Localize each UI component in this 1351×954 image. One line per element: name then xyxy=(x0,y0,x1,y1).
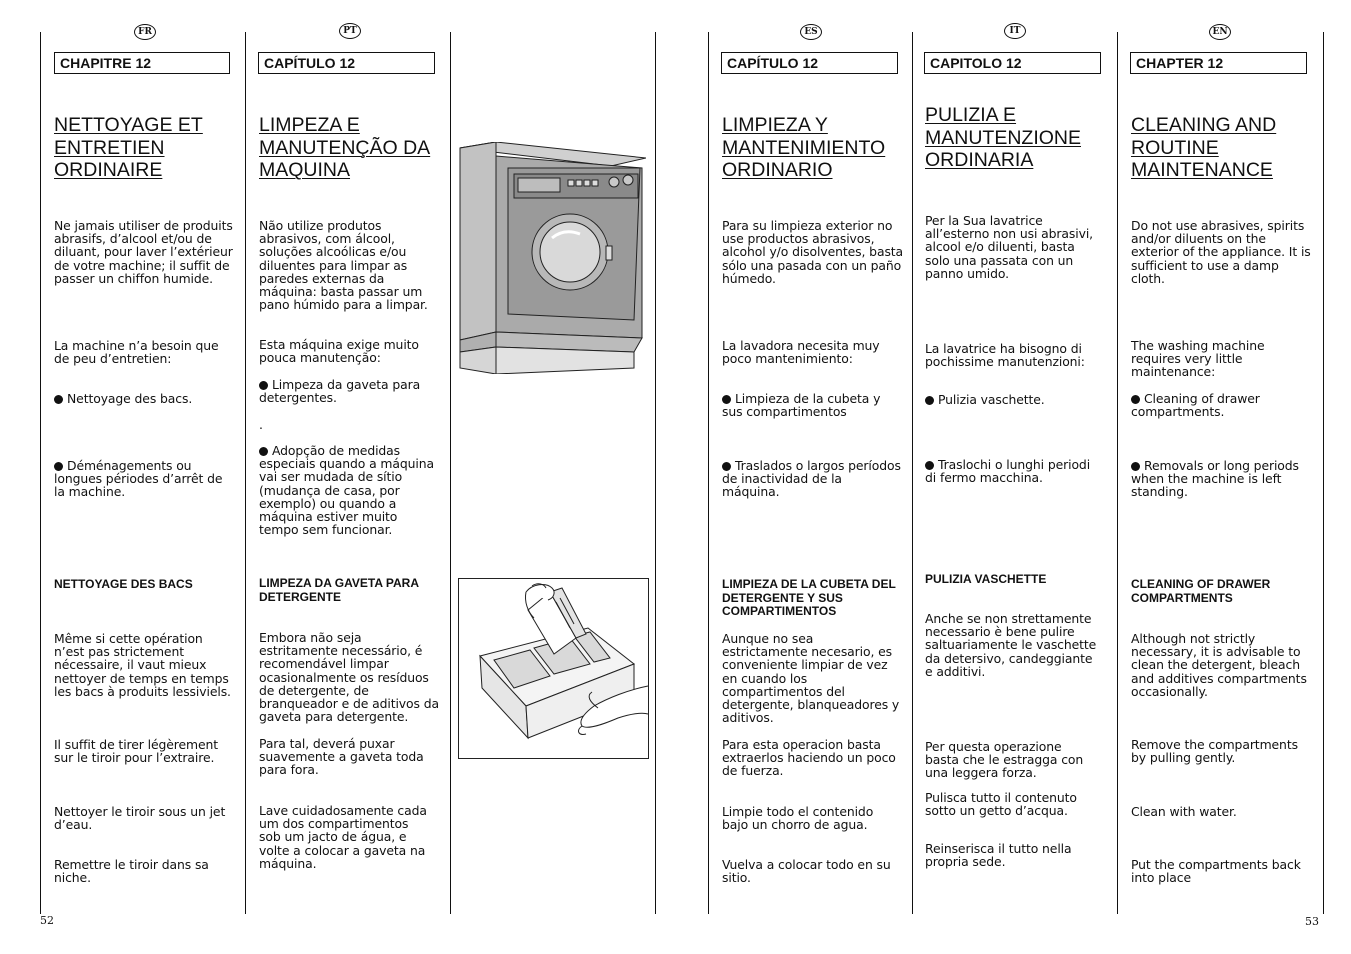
paragraph-drawer-cleaning-es: Aunque no sea estrictamente necesario, es conveniente limpiar de vez en cuando los compartimentos del detergente, blanqueadores y aditivos. xyxy=(722,631,900,726)
bullet-item-es-2 xyxy=(722,459,902,499)
page-number-left: 52 xyxy=(40,914,54,927)
section-title-it: PULIZIA E MANUTENZIONE ORDINARIA xyxy=(925,104,1081,171)
paragraph-pull-drawer-es: Para esta operacion basta extraerlos haciendo un poco de fuerza. xyxy=(722,737,896,779)
chapter-label-es: CAPÍTULO 12 xyxy=(721,52,898,74)
stray-dot-pt: . xyxy=(259,417,263,432)
column-rule xyxy=(708,32,709,914)
paragraph-wash-drawer-it: Pulisca tutto il contenuto sotto un getto d’acqua. xyxy=(925,790,1077,819)
column-rule xyxy=(655,32,656,914)
bullet-icon xyxy=(1131,462,1140,471)
subheading-pt: LIMPEZA DA GAVETA PARA DETERGENTE xyxy=(259,576,419,604)
chapter-label-en: CHAPTER 12 xyxy=(1130,52,1307,74)
bullet-text: Traslados o largos períodos de inactividad de la máquina. xyxy=(722,458,901,500)
bullet-item-es-1 xyxy=(722,392,902,418)
paragraph-replace-drawer-en: Put the compartments back into place xyxy=(1131,857,1301,886)
language-badge-es: ES xyxy=(800,24,822,40)
bullet-text: Removals or long periods when the machine is left standing. xyxy=(1131,458,1299,500)
paragraph-drawer-cleaning-pt: Embora não seja estritamente necessário, é recomendável limpar ocasionalmente os resíduos de detergente, de branqueador e de aditivos da gaveta para detergente. xyxy=(259,630,439,725)
paragraph-pull-drawer-pt: Para tal, deverá puxar suavemente a gaveta toda para fora. xyxy=(259,736,424,778)
bullet-text: Adopção de medidas especiais quando a máquina vai ser mudada de sítio (mudança de casa, por exemplo) ou quando a máquina estiver muito tempo sem funcionar. xyxy=(259,443,435,538)
bullet-item-fr-2 xyxy=(54,459,234,499)
bullet-item-fr-1 xyxy=(54,392,238,405)
paragraph-exterior-cleaning-es: Para su limpieza exterior no use productos abrasivos, alcohol y/o disolventes, basta sólo una pasada con un paño húmedo. xyxy=(722,218,904,286)
paragraph-pull-drawer-fr: Il suffit de tirer légèrement sur le tiroir pour l’extraire. xyxy=(54,737,219,766)
language-badge-en: EN xyxy=(1209,24,1231,40)
paragraph-drawer-cleaning-en: Although not strictly necessary, it is advisable to clean the detergent, bleach and additives compartments occasionally. xyxy=(1131,631,1307,699)
paragraph-maintenance-fr: La machine n’a besoin que de peu d’entretien: xyxy=(54,338,219,367)
paragraph-drawer-cleaning-it: Anche se non strettamente necessario è bene pulire saltuariamente le vaschette da detersivo, candeggiante e additivi. xyxy=(925,611,1097,679)
bullet-item-en-2 xyxy=(1131,459,1313,499)
paragraph-maintenance-es: La lavadora necesita muy poco mantenimiento: xyxy=(722,338,880,367)
subheading-it: PULIZIA VASCHETTE xyxy=(925,572,1047,586)
detergent-drawer-illustration xyxy=(458,578,649,759)
bullet-text: Limpieza de la cubeta y sus compartimentos xyxy=(722,391,881,420)
subheading-es: LIMPIEZA DE LA CUBETA DEL DETERGENTE Y SUS COMPARTIMENTOS xyxy=(722,577,896,619)
paragraph-maintenance-pt: Esta máquina exige muito pouca manutenção: xyxy=(259,337,419,366)
bullet-item-it-1 xyxy=(925,393,1109,406)
section-title-en: CLEANING AND ROUTINE MAINTENANCE xyxy=(1131,114,1277,181)
subheading-en: CLEANING OF DRAWER COMPARTMENTS xyxy=(1131,577,1271,605)
bullet-icon xyxy=(925,396,934,405)
bullet-item-en-1 xyxy=(1131,392,1281,418)
bullet-text: Déménagements ou longues périodes d’arrêt de la machine. xyxy=(54,458,223,500)
bullet-item-pt-1 xyxy=(259,378,439,404)
section-title-pt: LIMPEZA E MANUTENÇÃO DA MAQUINA xyxy=(259,114,431,181)
language-badge-fr: FR xyxy=(134,24,156,40)
bullet-text: Limpeza da gaveta para detergentes. xyxy=(259,377,421,406)
washing-machine-illustration xyxy=(456,142,646,374)
page-number-right: 53 xyxy=(1305,915,1319,928)
bullet-icon xyxy=(54,462,63,471)
bullet-item-it-2 xyxy=(925,458,1097,484)
bullet-icon xyxy=(259,381,268,390)
bullet-text: Nettoyage des bacs. xyxy=(67,391,193,406)
chapter-label-it: CAPITOLO 12 xyxy=(924,52,1101,74)
paragraph-maintenance-it: La lavatrice ha bisogno di pochissime manutenzioni: xyxy=(925,341,1085,370)
paragraph-replace-drawer-es: Vuelva a colocar todo en su sitio. xyxy=(722,857,891,886)
paragraph-replace-drawer-it: Reinserisca il tutto nella propria sede. xyxy=(925,841,1072,870)
chapter-label-pt: CAPÍTULO 12 xyxy=(258,52,435,74)
section-title-fr: NETTOYAGE ET ENTRETIEN ORDINAIRE xyxy=(54,114,203,181)
paragraph-pull-drawer-it: Per questa operazione basta che le estragga con una leggera forza. xyxy=(925,739,1084,781)
bullet-text: Traslochi o lunghi periodi di fermo macchina. xyxy=(925,457,1091,486)
language-badge-it: IT xyxy=(1004,23,1026,39)
paragraph-exterior-cleaning-pt: Não utilize produtos abrasivos, com álcool, soluções alcoólicas e/ou diluentes para limpar as paredes externas da máquina: basta passar um pano húmido para a limpar. xyxy=(259,218,428,313)
bullet-item-pt-2 xyxy=(259,444,439,536)
paragraph-pull-drawer-en: Remove the compartments by pulling gently. xyxy=(1131,737,1298,766)
bullet-text: Cleaning of drawer compartments. xyxy=(1131,391,1260,420)
bullet-icon xyxy=(54,395,63,404)
bullet-text: Pulizia vaschette. xyxy=(938,392,1045,407)
bullet-icon xyxy=(259,447,268,456)
paragraph-wash-drawer-fr: Nettoyer le tiroir sous un jet d’eau. xyxy=(54,804,226,833)
paragraph-drawer-cleaning-fr: Même si cette opération n’est pas strictement nécessaire, il vaut mieux nettoyer de temps en temps les bacs à produits lessiviels. xyxy=(54,631,231,699)
paragraph-maintenance-en: The washing machine requires very little maintenance: xyxy=(1131,338,1265,380)
paragraph-replace-drawer-fr: Remettre le tiroir dans sa niche. xyxy=(54,857,209,886)
subheading-fr: NETTOYAGE DES BACS xyxy=(54,577,193,591)
bullet-icon xyxy=(722,462,731,471)
section-title-es: LIMPIEZA Y MANTENIMIENTO ORDINARIO xyxy=(722,114,886,181)
paragraph-exterior-cleaning-fr: Ne jamais utiliser de produits abrasifs, d’alcool et/ou de diluant, pour laver l’extérieur de votre machine; il suffit de passer un chiffon humide. xyxy=(54,218,233,286)
column-rule xyxy=(40,32,41,914)
chapter-label-fr: CHAPITRE 12 xyxy=(54,52,230,74)
paragraph-exterior-cleaning-it: Per la Sua lavatrice all’esterno non usi abrasivi, alcool e/o diluenti, basta solo una passata con un panno umido. xyxy=(925,213,1093,281)
bullet-icon xyxy=(722,395,731,404)
bullet-icon xyxy=(925,461,934,470)
bullet-icon xyxy=(1131,395,1140,404)
paragraph-exterior-cleaning-en: Do not use abrasives, spirits and/or diluents on the exterior of the appliance. It is sufficient to use a damp cloth. xyxy=(1131,218,1311,286)
paragraph-wash-drawer-es: Limpie todo el contenido bajo un chorro de agua. xyxy=(722,804,874,833)
language-badge-pt: PT xyxy=(339,23,361,39)
paragraph-wash-drawer-en: Clean with water. xyxy=(1131,804,1237,819)
paragraph-wash-drawer-pt: Lave cuidadosamente cada um dos compartimentos sob um jacto de água, e volte a colocar a gaveta na máquina. xyxy=(259,803,427,871)
